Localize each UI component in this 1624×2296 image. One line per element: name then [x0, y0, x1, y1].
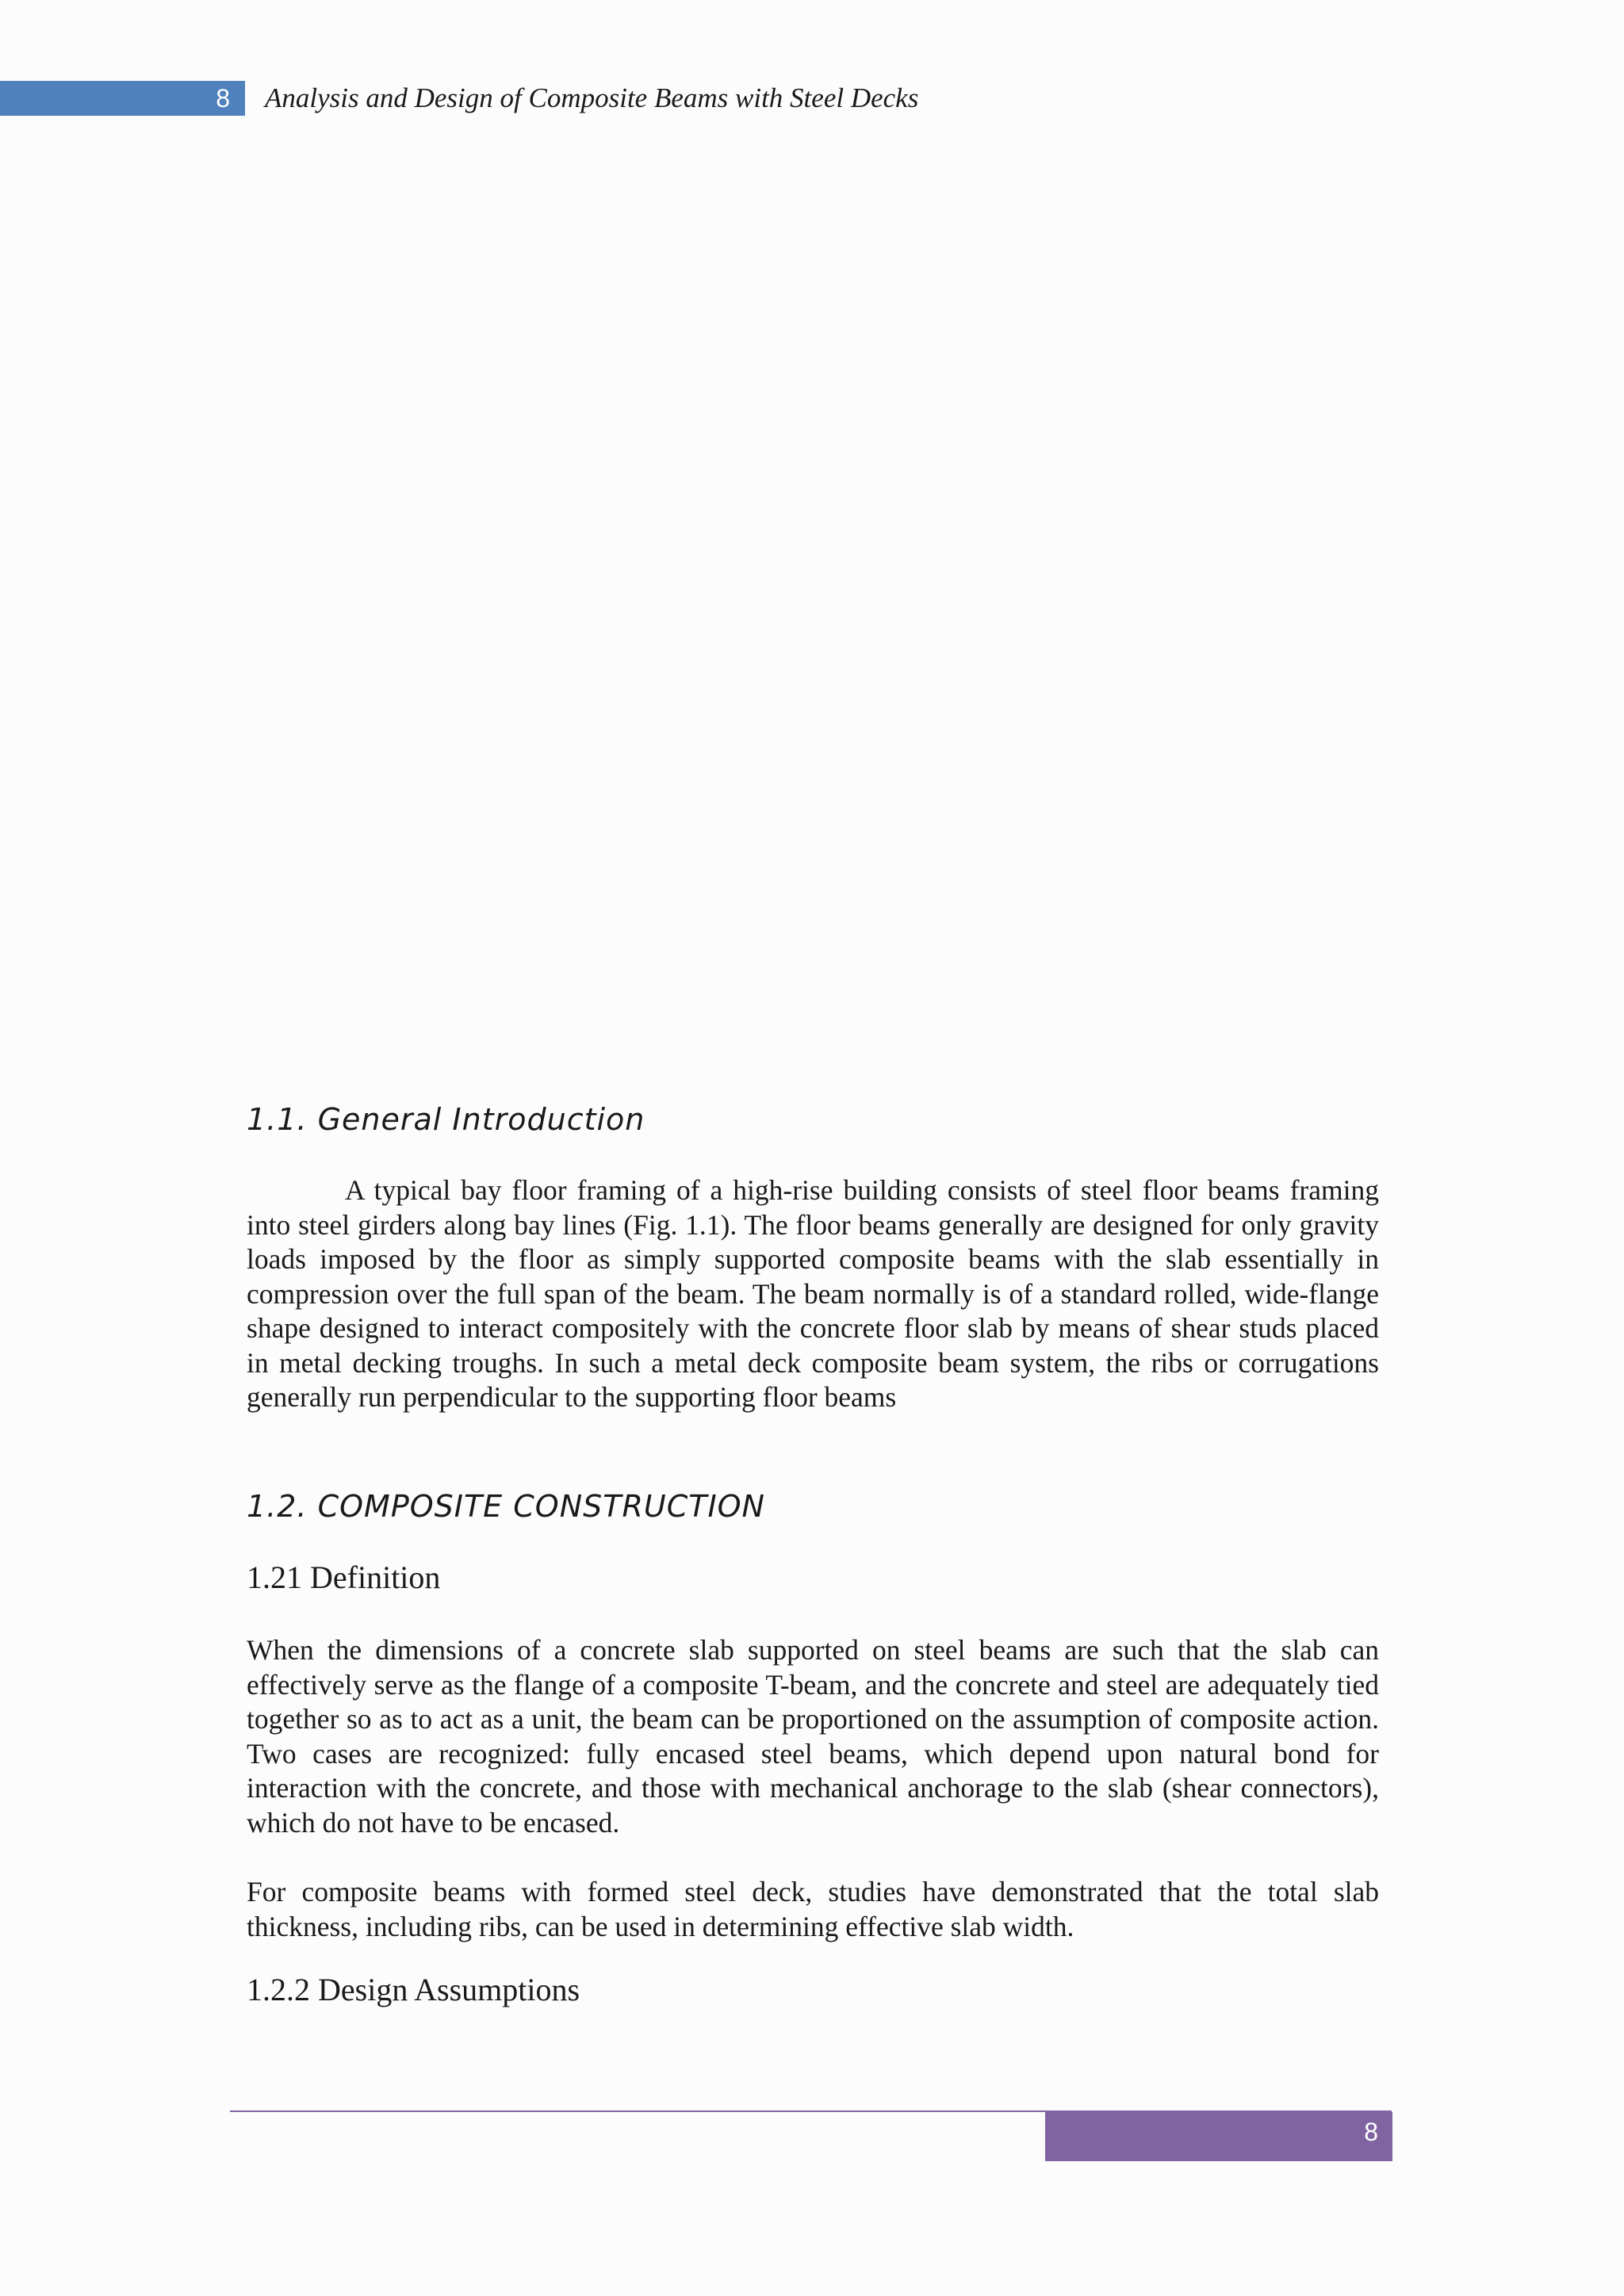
paragraph-definition-2: For composite beams with formed steel deck, studies have demonstrated that the total slab thickness, including ribs, can be used in determining effective slab width. [247, 1876, 1379, 1942]
paragraph-general-introduction: A typical bay floor framing of a high-rise building consists of steel floor beams framing into steel girders along bay lines (Fig. 1.1). The floor beams generally are designed for only gravity loads imposed by the floor as simply supported composite beams with the slab essentially in compression over the full span of the beam. The beam normally is of a standard rolled, wide-flange shape designed to interact compositely with the concrete floor slab by means of shear studs placed in metal decking troughs. In such a metal deck composite beam system, the ribs or corrugations generally run perpendicular to the supporting floor beams [247, 1174, 1379, 1413]
subsection-heading-definition: 1.21 Definition [247, 1559, 441, 1595]
footer-accent-bar [1045, 2112, 1392, 2161]
paragraph-definition-1: When the dimensions of a concrete slab supported on steel beams are such that the slab can effectively serve as the flange of a composite T-beam, and the concrete and steel are adequately tied together so as to act as a unit, the beam can be proportioned on the assumption of composite action. Two cases are recognized: fully encased steel beams, which depend upon natural bond for interaction with the concrete, and those with mechanical anchorage to the slab (shear connectors), which do not have to be encased. [247, 1634, 1379, 1839]
section-heading-general-introduction: 1.1. General Introduction [247, 1102, 645, 1137]
subsection-heading-design-assumptions: 1.2.2 Design Assumptions [247, 1972, 580, 2007]
section-heading-composite-construction: 1.2. COMPOSITE CONSTRUCTION [247, 1489, 765, 1524]
header-page-number: 8 [216, 84, 230, 113]
footer-page-number: 8 [1364, 2118, 1378, 2146]
running-title: Analysis and Design of Composite Beams with Steel Decks [265, 82, 919, 113]
footer-accent-fill [1045, 2112, 1392, 2161]
